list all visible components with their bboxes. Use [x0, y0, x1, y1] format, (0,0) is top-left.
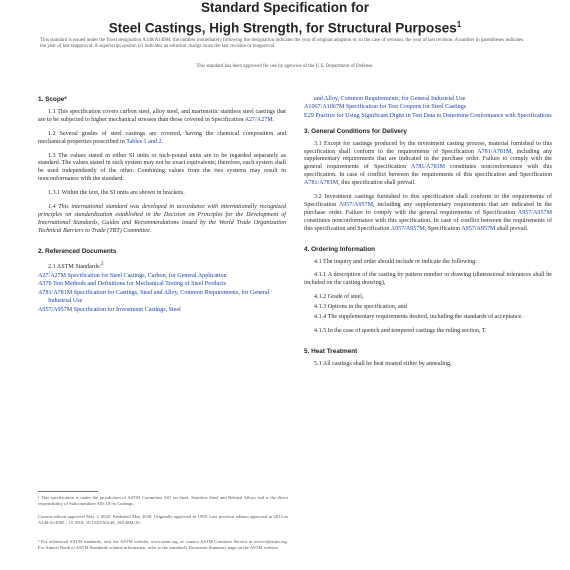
ref-title[interactable]: Practice for Using Significant Digits in Test Data to Determine Conformance with Specifications	[313, 112, 552, 119]
para-1-2-end: .	[161, 138, 164, 145]
link-tables[interactable]: Tables 1 and 2	[126, 138, 162, 145]
ref-title[interactable]: Specification for Castings, Steel and Alloy, Common Requirements, for General Industrial Use	[48, 290, 270, 305]
ref-item	[304, 113, 552, 121]
ref-code[interactable]: A781/A781M	[38, 290, 73, 297]
link-a781[interactable]: A781/A781M	[304, 180, 339, 187]
title-footnote-mark: 1	[456, 20, 462, 29]
footnote-rule	[38, 491, 98, 492]
footnote-2: Current edition approved May 1, 2020. Published May 2020. Originally approved in 1958. Last previous edition approved in 2014 as A148/A148M – 15. DOI: 10.1520/A0148_A0148M-20.	[38, 514, 288, 525]
title-line-2	[0, 17, 570, 37]
link-a957[interactable]: A957/A957M	[390, 225, 425, 232]
section-4-heading: 4. Ordering Information	[304, 245, 376, 253]
para-1-3: 1.3 The values stated in either SI units or inch-pound units are to be regarded separately as standard. The values stated in each system may not be exact equivalents; therefore, each system shall be used independently of the other. Combining values from the two systems may result in nonconformance with the standard.	[38, 152, 286, 183]
ref-item	[38, 307, 286, 315]
para-3-2-text-e: constitutes nonconformance with this specification. In case of conflict between the requirements of this specification and Specification	[304, 217, 552, 232]
para-3-2-text-a: 3.2 Investment castings furnished to this specification shall conform to the requirements of Specification	[304, 194, 552, 208]
para-1-1	[38, 109, 286, 125]
ref-item	[38, 281, 286, 289]
para-5-1: 5.1 All castings shall be heat treated either by annealing,	[314, 360, 452, 367]
ref-code[interactable]: A27/A27M	[38, 272, 67, 279]
para-3-2-text-g: , Specification	[424, 225, 462, 232]
para-1-4: 1.4 This international standard was developed in accordance with internationally recognized principles on standardization established in the Decision on Principles for the Development of International Standards, Guides and Recommendations issued by the World Trade Organization Technical Barriers to Trade (TBT) Committee.	[38, 204, 286, 234]
para-1-2-text: 1.2 Several grades of steel castings are covered, having the chemical composition and mechanical properties prescribed in	[38, 130, 286, 145]
para-3-1-text-g: , this specification shall prevail.	[338, 180, 416, 187]
para-4-1-1: 4.1.1 A description of the casting by pattern number or drawing (dimensional tolerances shall be included on the casting drawing),	[304, 272, 552, 287]
para-4-1-5: 4.1.5 In the case of quench and tempered castings the ruling section, T.	[314, 327, 487, 334]
footnote-1: ¹ This specification is under the jurisdiction of ASTM Committee A01 on Steel, Stainless Steel and Related Alloys and is the direct responsibility of Subcommittee A01.18 on Castings.	[38, 495, 288, 506]
title-line-1: Standard Specification for	[200, 0, 370, 15]
link-a957[interactable]: A957/A957M	[517, 209, 552, 216]
dod-notice: This standard has been approved for use by agencies of the U.S. Department of Defense.	[196, 64, 374, 69]
para-3-1-text-a: 3.1 Except for castings produced by the investment casting process, material furnished to this specification shall conform to the requirements of Specification	[304, 140, 552, 155]
para-3-1-text-e: constitutes nonconformance with this specification. In case of conflict between the requirements of this specification and Specification	[304, 164, 552, 179]
ref-code[interactable]: A957/A957M	[38, 307, 73, 314]
footnote-3: ² For referenced ASTM standards, visit the ASTM website, www.astm.org, or contact ASTM Customer Service at service@astm.org. For Annual Book of ASTM Standards volume information, refer to the standard's Document Summary page on the ASTM website.	[38, 539, 288, 550]
section-5-heading: 5. Heat Treatment	[304, 347, 358, 355]
section-3-heading: 3. General Conditions for Delivery	[304, 127, 407, 135]
designation-notice: This standard is issued under the fixed designation A148/A148M; the number immediately following the designation indicates the year of original adoption or, in the case of revision, the year of last revision. A number in parentheses indicates the year of last reapproval. A superscript epsilon (ε) indicates an editorial change since the last revision or reapproval.	[40, 38, 524, 50]
para-2-1	[38, 261, 286, 272]
para-1-2	[38, 131, 286, 147]
ref-continuation	[304, 96, 552, 104]
link-a957[interactable]: A957/A957M	[338, 201, 374, 208]
link-a957[interactable]: A957/A957M	[461, 225, 496, 232]
para-3-1-text-c: , including any supplementary requirements that are indicated in the purchase order. Failure to comply with the general requirements of Specification	[304, 148, 553, 171]
ref-title[interactable]: Specification for Test Coupons for Steel Castings	[344, 103, 467, 110]
para-1-1-end: .	[272, 116, 275, 123]
link-a781[interactable]: A781/A781M	[477, 148, 512, 155]
ref-title[interactable]: Specification for Investment Castings, Steel	[72, 307, 181, 314]
ref-item	[304, 104, 552, 112]
ref-continuation-text[interactable]: and Alloy, Common Requirements, for General Industrial Use	[314, 96, 466, 102]
para-4-1-4: 4.1.4 The supplementary requirements desired, including the standards of acceptance.	[314, 314, 523, 321]
para-2-1-sup: 2	[100, 260, 104, 267]
ref-code[interactable]: E29	[304, 112, 314, 119]
link-a781[interactable]: A781/A781M	[410, 164, 446, 171]
para-3-2	[304, 194, 552, 234]
title-text: Steel Castings, High Strength, for Structural Purposes	[108, 20, 457, 36]
para-1-3-1: 1.3.1 Within the text, the SI units are shown in brackets.	[48, 190, 185, 197]
para-3-2-text-c: , including any supplementary requirements that are indicated in the purchase order. Failure to comply with the general requirements of Specification	[304, 201, 552, 216]
ref-item	[38, 290, 286, 306]
para-4-1: 4.1 The inquiry and order should include or indicate the following:	[314, 258, 477, 265]
right-column	[304, 96, 552, 375]
para-3-1	[304, 141, 552, 188]
ref-title[interactable]: Test Methods and Definitions for Mechanical Testing of Steel Products	[51, 281, 227, 288]
left-column	[38, 96, 286, 316]
para-3-2-text-i: shall prevail.	[495, 225, 529, 232]
section-2-heading: 2. Referenced Documents	[38, 247, 117, 255]
para-4-1-2: 4.1.2 Grade of steel,	[314, 294, 364, 301]
para-2-1-text: 2.1 ASTM Standards:	[48, 263, 101, 270]
para-4-1-3: 4.1.3 Options in the specification, and	[314, 304, 407, 311]
ref-title[interactable]: Specification for Steel Castings, Carbon, for General Application	[66, 272, 227, 279]
ref-item	[38, 273, 286, 281]
ref-code[interactable]: A1067/A1067M	[304, 103, 345, 110]
section-1-heading: 1. Scope*	[38, 96, 67, 103]
ref-code[interactable]: A370	[38, 281, 52, 288]
para-1-1-text: 1.1 This specification covers carbon steel, alloy steel, and martensitic stainless steel castings that are to be subjected to higher mechanical stresses than those covered in Specification	[38, 108, 286, 123]
link-a27[interactable]: A27/A27M	[244, 116, 273, 123]
